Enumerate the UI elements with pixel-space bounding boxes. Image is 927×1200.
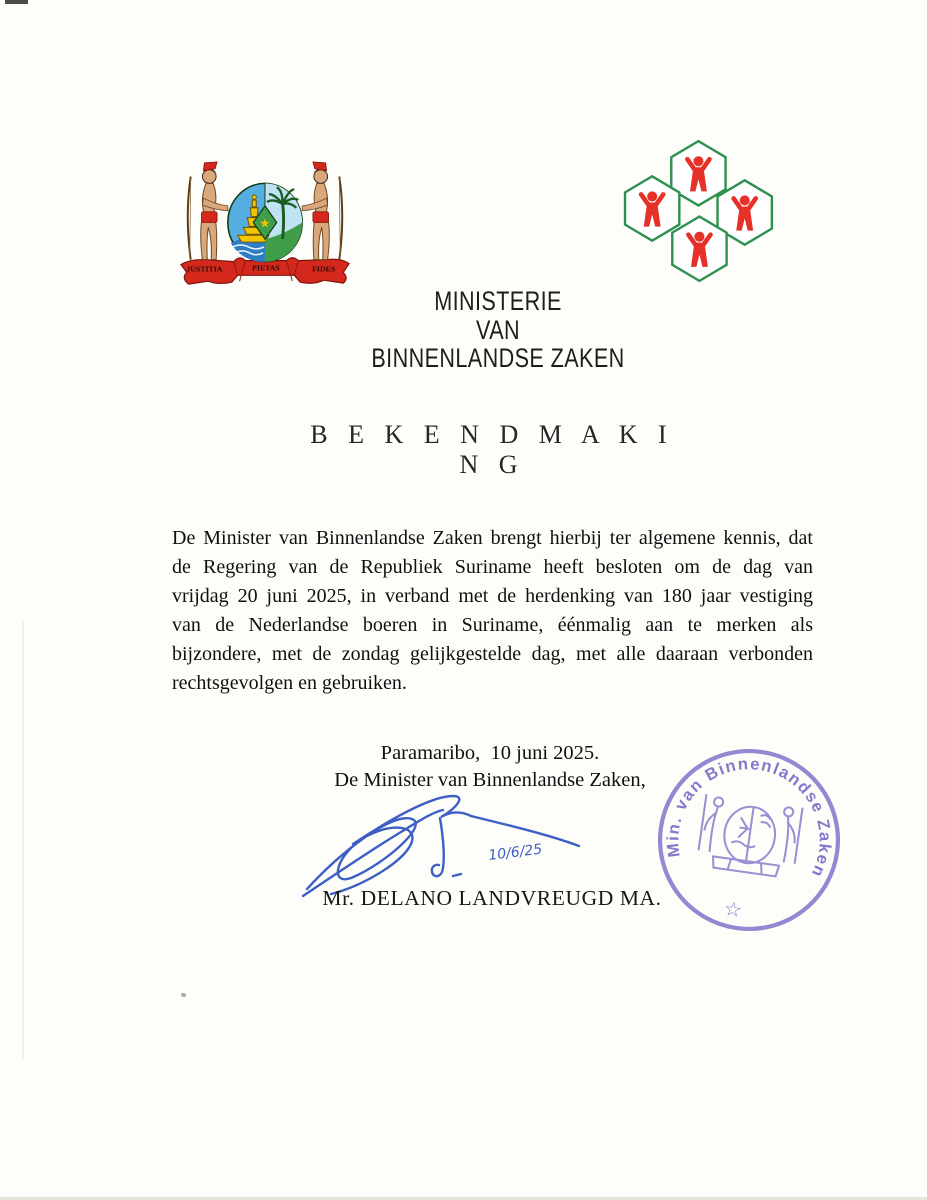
- motto-word-pietas: PIETAS: [252, 263, 280, 273]
- ministry-title-line-1: MINISTERIE: [434, 286, 562, 316]
- stamp-text: Min. van Binnenlandse Zaken: [662, 754, 835, 882]
- stamp-emblem: [696, 794, 802, 879]
- body-line: De Minister van Binnenlandse Zaken brengt hierbij ter algemene kennis, dat: [172, 527, 813, 549]
- official-stamp: [653, 744, 845, 936]
- shield: [228, 183, 302, 261]
- signatory-title: De Minister van Binnenlandse Zaken,: [334, 769, 646, 791]
- signatory-name: Mr. DELANO LANDVREUGD MA.: [322, 886, 662, 910]
- handwritten-date: 10/6/25: [487, 841, 544, 864]
- body-paragraph: [172, 524, 813, 698]
- body-line: van de Nederlandse boeren in Suriname, éénmalig aan te merken als: [172, 614, 813, 636]
- ministry-title-line-2: VAN: [475, 314, 520, 345]
- shield-star-icon: ★: [259, 216, 271, 231]
- right-supporter-figure: [302, 162, 342, 260]
- document-heading: B E K E N D M A K I N G: [310, 420, 674, 479]
- motto-word-fides: FIDES: [312, 264, 336, 274]
- ministry-logo-icon: [622, 127, 798, 293]
- body-line: de Regering van de Republiek Suriname heeft besloten om de dag van: [172, 556, 813, 578]
- body-line: bijzondere, met de zondag gelijkgestelde dag, met alle daaraan verbonden: [172, 643, 813, 665]
- scan-crease: [22, 620, 24, 1060]
- stamp-star-icon: ☆: [722, 898, 744, 923]
- ministry-title: [338, 287, 658, 373]
- left-supporter-figure: [188, 162, 228, 260]
- signature-ink: [293, 788, 593, 900]
- body-line: vrijdag 20 juni 2025, in verband met de herdenking van 180 jaar vestiging: [172, 585, 813, 607]
- scan-speck: [180, 992, 186, 998]
- suriname-coat-of-arms-icon: [177, 156, 353, 290]
- scan-artifact-top-edge: [5, 0, 28, 4]
- motto-word-justitia: JUSTITIA: [186, 264, 223, 274]
- place-date: Paramaribo, 10 juni 2025.: [380, 742, 600, 764]
- body-line: rechtsgevolgen en gebruiken.: [172, 672, 407, 694]
- ministry-title-line-3: BINNENLANDSE ZAKEN: [371, 343, 625, 373]
